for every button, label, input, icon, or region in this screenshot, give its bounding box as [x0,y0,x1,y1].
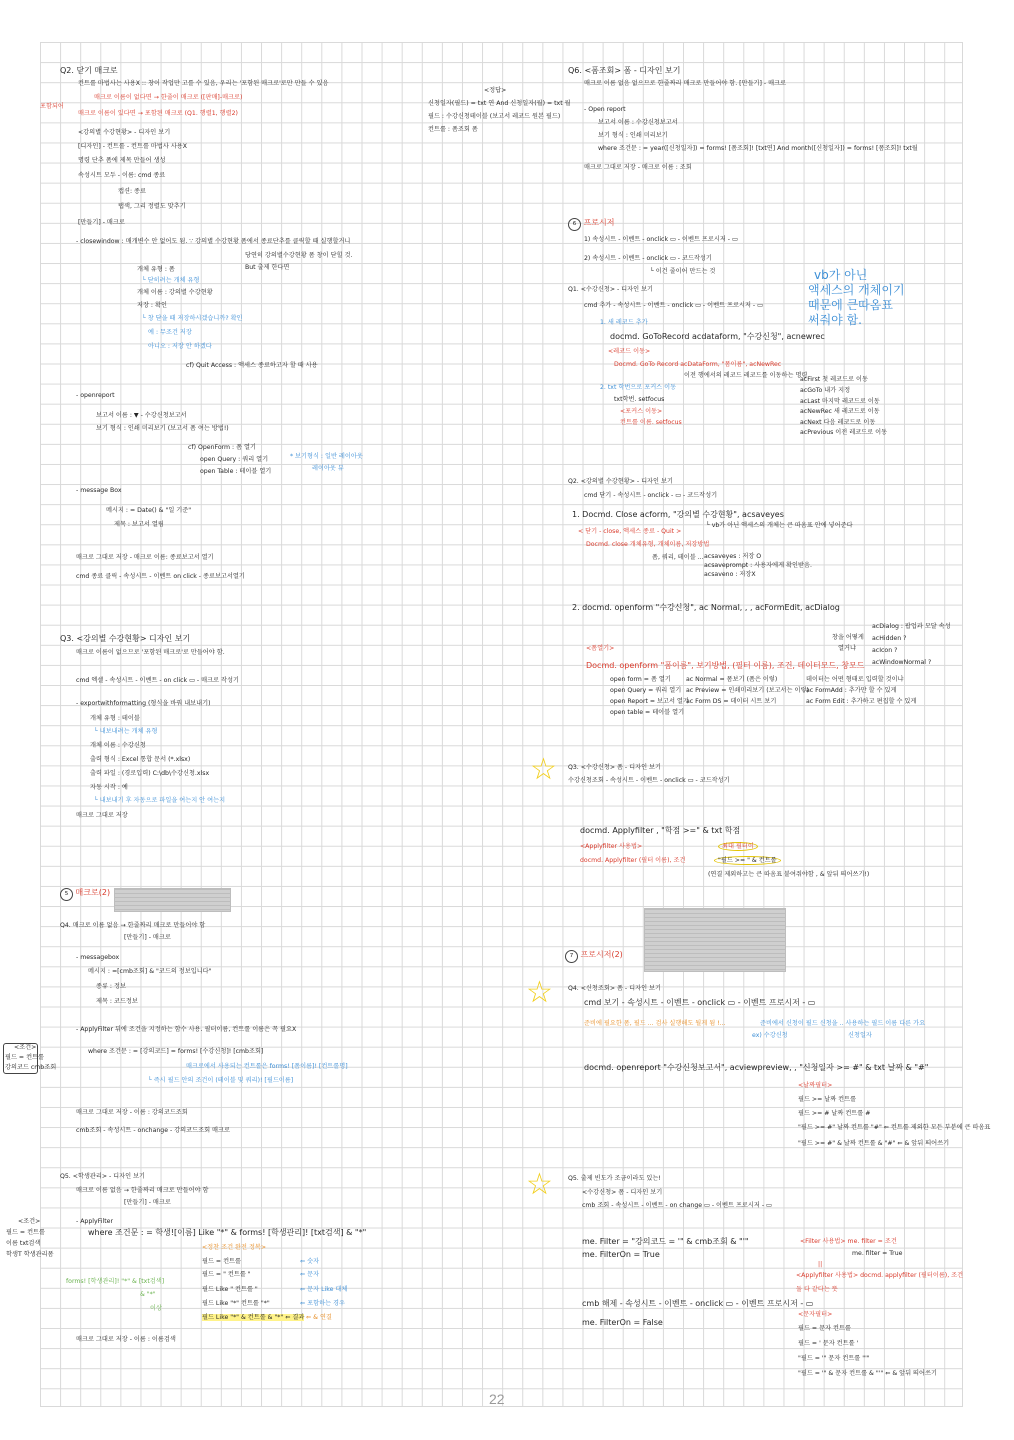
openreport-line: 보고서 이름 : ▼ - 수강신청보고서 [96,412,187,419]
q4-line: 제목 : 코드정보 [96,998,138,1005]
q4-applyfilter: - ApplyFilter 뒤에 조건을 지정하는 함수 사용. 필터이름, 컨트롤 이름은 꼭 필요X [76,1026,297,1033]
date-filter-title: <날짜필터> [798,1082,833,1089]
q5-rule: 필드 Like "*" & 컨트롤 & "*" ⇐ 결과 [202,1314,305,1321]
procedure-line: 1) 속성시트 - 이벤트 - onclick ▭ - 이벤트 프로시저 - ▭ [584,236,738,243]
middle-note-line: 필드 : 수강신청테이블 (보고서 레코드 원본 필드) [428,113,561,120]
section-number-badge: 5 [60,888,73,901]
side-condition-line: <조건> [14,1044,37,1051]
r-q6-line: - Open report [584,106,626,113]
r-q1-note: 1. 새 레코드 추가 [600,319,648,326]
cf-note: * 보기형식 : 일반 레이아웃 [290,453,363,460]
section-number-badge: 7 [565,950,578,963]
q2-line: [디자인] - 컨트롤 - 컨트롤 마법사 사용X [78,143,188,150]
r-q4-note: 준비에서 신청이 필드 신청을 .. 사용하는 필드 이름 다른 가요 [760,1020,926,1027]
r-q2-rule: Docmd. close 개체유형, 개체이름, 저장방법 [586,541,710,548]
r-q2-line: cmd 닫기 - 속성시트 - onclick - ▭ - 코드작성기 [584,492,718,499]
filter-usage: || [818,1261,823,1268]
r-q4-note: ex) 수강신청 [752,1032,788,1039]
closewindow-line: 개체 유형 : 폼 [137,266,175,273]
openform-data-item: ac FormAdd : 추가만 할 수 있게 [806,687,897,694]
r-q2-code: 2. docmd. openform "수강신청", ac Normal, , , acFormEdit, acDialog [572,603,840,612]
q2-save-line: 매크로 그대로 저장 - 매크로 이름: 종료보고서 열기 [76,554,214,561]
openform-view-item: ac Form DS = 데이터 시트 보기 [686,698,777,705]
messagebox-line: 메시지 : = Date() & "일 기준" [106,507,192,514]
closewindow-line: 당연히 강의별수강현황 폼 창이 닫힐 것. [245,252,353,259]
date-filter-rule: 필드 >= 날짜 컨트롤 [798,1096,857,1103]
r-q2-note: └ vb가 아닌 액세스의 개체는 큰 따옴표 안에 넣어준다 [706,522,853,529]
filter-usage: me. filter = True [852,1250,903,1257]
window-mode-option: acDialog : 팝업과 모달 속성 [872,623,951,630]
side-condition-line: 강의코드 cmb조회 [5,1064,57,1071]
q4-title: Q4. 매크로 이름 없음 → 한줄짜리 매크로 만들어야 함 [60,922,206,929]
q4-line: - messagebox [76,954,120,961]
q5-title: Q5. <학생관리> - 디자인 보기 [60,1173,146,1180]
q2-title: Q2. 닫기 매크로 [60,66,118,75]
pasted-screenshot-image [644,908,786,972]
q3-line: 매크로 그대로 저장 [76,812,128,819]
q2-line: 탭색, 그리 정렬도 맞추기 [118,203,186,210]
q2-line: 속성시트 모두 - 이름: cmd 종료 [78,172,166,179]
q5-rule-note: ⇐ 포함하는 경우 [300,1300,345,1307]
page-number: 22 [489,1391,505,1407]
r-q3-note: (연결 제외하고는 큰 따옴표 붙여줘야함 , & 앞뒤 띄어쓰기!) [708,871,870,878]
star-icon: ☆ [526,975,553,1010]
openform-item: open Report = 보고서 열기 [610,698,689,705]
blue-handwritten-note: 써줘야 함. [808,313,862,327]
section-6-heading [568,218,614,231]
r-q2-note: 폼, 쿼리, 테이블 ... [652,554,704,561]
procedure-line: 2) 속성시트 - 이벤트 - onclick ▭ - 코드작성기 [584,255,712,262]
r-q1-note: 이전 행에서의 레코드 레코드를 이동하는 명령 [684,372,808,379]
text-filter-rule: 필드 = 문자 컨트롤 [798,1325,851,1332]
q3-line: 매크로 이름이 없으므로 '포함된 매크로'로 만들어야 함. [76,649,225,656]
r-q6-line: 보고서 이름 : 수강신청보고서 [598,119,678,126]
q4-line: 종류 : 정보 [96,983,126,990]
r-q5-code: me. Filter = "강의코드 = '" & cmb조회 & "'" [582,1237,749,1246]
r-q5-title: Q5. 출제 빈도가 조금이라도 있는! [568,1175,661,1182]
q5-rule-note: ⇐ 숫자 [300,1258,320,1265]
r-q6-title: Q6. <폼조회> 폼 - 디자인 보기 [568,66,681,75]
q4-line: 매크로 그대로 저장 - 이름 : 강의코드조회 [76,1109,188,1116]
goto-option: acGoTo 내가 지정 [800,387,851,394]
r-q2-save-option: acsaveprompt : 사용자에게 확인받음. [704,562,812,569]
r-q4-line: cmd 보기 - 속성시트 - 이벤트 - onclick ▭ - 이벤트 프로시저 - ▭ [584,998,816,1007]
q5-rule-title: <정찬 조건 완전 정복> [202,1244,267,1251]
r-q1-rule: Docmd. GoTo Record acDataForm, "폼이름", acNewRec [614,361,782,368]
q2-line: <강의별 수강현황> - 디자인 보기 [78,129,171,136]
r-q3-circled: 최대 필터이 [718,843,758,851]
q5-rule-note: ⇐ & 연결 [306,1314,332,1321]
q3-line: 출력 파일 : (경로입력) C:\db\수강신청.xlsx [90,770,210,777]
openform-rule: Docmd. openform "폼이름", 보기방법, (필터 이름), 조건, 데이터모드, 창모드 [586,661,865,670]
r-q5-code: me. FilterOn = False [582,1318,663,1327]
q3-note: └ 내보내기 후 자동으로 파일을 여는지 안 여는지 [94,797,226,804]
r-q5-code: me. FilterOn = True [582,1250,660,1259]
goto-option: acNewRec 새 레코드로 이동 [800,408,880,415]
q4-note: 매크로에서 사용되는 컨트롤은 forms! [폼이름]! [컨트롤명] [186,1063,348,1070]
filter-usage: <Applyfilter 사용법> docmd. applyfilter (필터이름), 조건 [796,1272,964,1279]
r-q3-code: docmd. Applyfilter , "학점 >=" & txt 학점 [580,826,741,835]
goto-option: acPrevious 이전 레코드로 이동 [800,429,888,436]
middle-note-line: <정답> [484,87,507,94]
side-condition-line: 이름 txt검색 [6,1240,41,1247]
q4-line: 메시지 : =[cmb조회] & "코드의 정보입니다" [88,968,212,975]
q2-cmd-line: cmd 종료 클릭 - 속성시트 - 이벤트 on click - 종료보고서열기 [76,573,245,580]
side-condition-line: <조건> [18,1218,41,1225]
window-mode-note: 열거냐 [838,645,856,652]
goto-option: acLast 마지막 레코드로 이동 [800,398,880,405]
q5-green-note: forms! [학생관리]! "*" & [txt검색] [66,1278,165,1285]
cf-line: open Query : 쿼리 열기 [200,456,269,463]
r-q3-title: Q3. <수강신청> 폼 - 디자인 보기 [568,764,661,771]
q4-line: [만들기] - 매크로 [124,934,171,941]
cf-line: open Table : 테이블 열기 [200,468,272,475]
text-filter-title: <문자필터> [798,1311,833,1318]
r-q4-title: Q4. <신청조회> 폼 - 디자인 보기 [568,985,661,992]
r-q4-note: 신청일자 [848,1032,872,1039]
closewindow-line: But 출제 한다면 [245,264,290,271]
blue-handwritten-note: 액세스의 개체이기 [808,283,905,297]
q4-note: └ 즉시 필드 안의 조건이 (테이블 및 쿼리)! [필드이름] [148,1077,294,1084]
r-q1-code: docmd. GoToRecord acdataform, "수강신청", acnewrec [610,332,825,341]
star-icon: ☆ [526,1167,553,1202]
date-filter-rule: "필드 >= #" 날짜 컨트롤 "#" ⇐ 컨트롤 제외한 모든 부분에 큰 따옴표 [798,1124,991,1131]
closewindow-note: └ 창 닫을 때 저장하시겠습니까? 확인 [142,315,243,322]
r-q1-note: 2. txt 학번으로 포커스 이동 [600,384,677,391]
r-q2-save-option: acsaveyes : 저장 O [704,553,762,560]
q5-rule-note: ⇐ 문자 Like 대체 [300,1286,348,1293]
closewindow-note: └ 닫히려는 개체 유형 [142,277,200,284]
window-mode-option: acIcon ? [872,647,898,654]
q5-rule: 필드 Like " 컨트롤 " [202,1286,258,1293]
r-q1-line: cmd 추가 - 속성시트 - 이벤트 - onclick ▭ - 이벤트 프로시저 - ▭ [584,302,763,309]
openform-data-item: 데이터는 어떤 형태로 입력할 것이냐 [806,676,904,683]
q3-line: cmd 엑셀 - 속성시트 - 이벤트 - on click ▭ - 매크로 작성기 [76,677,239,684]
closewindow-line: 개체 이름 : 강의별 수강현황 [137,289,213,296]
r-q2-save-option: acsaveno : 저장X [704,571,756,578]
closewindow-line: - closewindow : 매개변수 안 없어도 됨. ∵ 강의별 수강현황 폼에서 종료단추를 클릭할 때 실행할거니 [76,238,351,245]
openform-item: open form = 폼 열기 [610,676,671,683]
q3-note: └ 내보내려는 개체 유형 [94,728,158,735]
goto-option: acFirst 첫 레코드로 이동 [800,376,868,383]
r-q2-title: Q2. <강의별 수강현황> - 디자인 보기 [568,478,673,485]
section-label: 프로시저 [583,218,615,227]
closewindow-note: 아니오 : 저장 안 하겠다 [148,343,212,350]
filter-usage-note: 둘 다 같다는 뜻 [796,1286,838,1293]
q4-line: where 조건문 : = [강의코드] = forms! [수강신청]! [cmb조회] [88,1048,264,1055]
text-filter-rule: "필드 = '" 문자 컨트롤 "'" [798,1355,870,1362]
openform-view-item: ac Normal = 폼보기 (폼은 이렇) [686,676,778,683]
openform-item: open Query = 쿼리 열기 [610,687,682,694]
q2-line: [만들기] - 매크로 [78,219,125,226]
r-q1-rule: 컨트롤 이름. setfocus [620,419,682,426]
section-label: 프로시저(2) [580,950,623,959]
q2-line: 매크로 이름이 있다면 → 포함된 매크로 (Q1. 행렬1, 행렬2) [78,110,238,117]
q3-line: - exportwithformatting (형식을 바꿔 내보내기) [76,700,211,707]
r-q4-note: 준비에 필요한 폼, 필드 ... 검사 실행해도 될게 됨 !... [584,1020,726,1027]
q3-line: 개체 유형 : 테이블 [90,715,140,722]
side-condition-line: 필드 = 컨트롤 [5,1054,45,1061]
goto-option: acNext 다음 레코드로 이동 [800,419,876,426]
closewindow-note: 예 : 무조건 저장 [148,329,192,336]
r-q1-rule-title: <레코드 이동> [608,348,651,355]
closewindow-line: 저장 : 확인 [137,302,167,309]
pasted-screenshot-image [114,888,231,912]
r-q5-code: cmb 해제 - 속성시트 - 이벤트 - onclick ▭ - 이벤트 프로시저 - ▭ [582,1299,814,1308]
filter-usage: <Filter 사용법> me. filter = 조건 [800,1238,897,1245]
q3-line: 출력 형식 : Excel 통합 문서 (*.xlsx) [90,756,191,763]
q5-green-note: 이상 [150,1305,162,1312]
quit-access-line: cf) Quit Access : 액세스 종료하고자 할 때 사용 [186,362,318,369]
r-q3-line: 수강신청조회 - 속성시트 - 이벤트 - onclick ▭ - 코드작성기 [568,777,730,784]
r-q1-code: txt학번. setfocus [614,396,665,403]
r-q6-line: where 조건문 : = year([신청일자]) = forms! [폼조회]! [txt연] And month([신청일자]) = forms! [폼조회]! txt월 [598,145,918,152]
r-q1-title: Q1. <수강신청> - 디자인 보기 [568,286,654,293]
side-condition-line: 학생T 학생관리폼 [6,1251,54,1258]
q3-line: 자동 시작 : 예 [90,784,128,791]
r-q6-line: 매크로 이름 없음 없으므로 한줄짜리 매크로 만들어야 함. [만들기] - 매크로 [584,80,787,87]
cf-line: cf) OpenForm : 폼 열기 [188,444,256,451]
q5-rule: 필드 = " 컨트롤 " [202,1271,251,1278]
q5-where-line: where 조건문 : = 학생![이름] Like "*" & forms! [학생관리]! [txt검색] & "*" [88,1228,367,1237]
r-q1-rule-title: <포커스 이동> [620,408,663,415]
q2-line: 캡션: 종료 [118,188,146,195]
section-5-heading [60,888,110,901]
q2-side-note: 포함되어 [40,103,64,110]
window-mode-option: acWindowNormal ? [872,659,932,666]
blue-handwritten-note: vb가 아닌 [814,268,868,282]
q5-rule: 필드 Like "*" 컨트롤 "*" [202,1300,270,1307]
r-q6-line: 매크로 그대로 저장 - 매크로 이름 : 조회 [584,164,692,171]
cf-note: 레이아웃 뷰 [312,465,344,472]
r-q4-code: docmd. openreport "수강신청보고서", acviewpreview, , "신청일자 >= #" & txt 날짜 & "#" [584,1063,929,1072]
openform-data-item: ac Form Edit : 추가하고 편집할 수 있게 [806,698,917,705]
r-q2-rule-title: < 닫기 - close, 액세스 종료 - Quit > [578,528,682,535]
openform-rule-title: <폼열기> [586,645,615,652]
q2-line: 매크로 이름이 없다면 → 한줄이 매크로 ([판매]-매크로) [94,94,243,101]
openreport-heading: - openreport [76,392,115,399]
section-number-badge: 6 [568,218,581,231]
q2-line: 명령 단추 폼에 제목 만들어 생성 [78,157,166,164]
r-q3-rule-title: <Applyfilter 사용법> [580,843,643,850]
openform-item: open table = 테이블 열기 [610,709,685,716]
section-label: 매크로(2) [75,888,111,897]
middle-note-line: 신청일자(필드) = txt 연 And 신청일자(월) = txt 월 [428,100,571,107]
r-q5-line: <수강신청> 폼 - 디자인 보기 [582,1189,663,1196]
q3-line: 개체 이름 : 수강신청 [90,742,146,749]
q5-line: [만들기] - 매크로 [124,1199,171,1206]
grid-notebook-page [40,42,963,1407]
r-q6-line: 보기 형식 : 인쇄 미리보기 [598,132,668,139]
q4-line: cmb조회 - 속성시트 - onchange - 강의코드조회 매크로 [76,1127,230,1134]
q3-title: Q3. <강의별 수강현황> 디자인 보기 [60,634,191,643]
q5-green-note: & "*" [140,1291,156,1298]
text-filter-rule: "필드 = '" & 문자 컨트롤 & "'" ⇐ & 앞뒤 띄어쓰기 [798,1370,937,1377]
q5-line: 매크로 이름 없음 → 한줄짜리 매크로 만들어야 함 [76,1187,209,1194]
date-filter-rule: "필드 >= #" & 날짜 컨트롤 & "#" ⇐ & 앞뒤 띄어쓰기 [798,1140,950,1147]
q5-rule-note: ⇐ 문자 [300,1271,320,1278]
star-icon: ☆ [530,752,557,787]
q2-line: 컨트롤 마법사는 사용X :: 창이 작업만 고를 수 있음, 우리는 '포함된 매크로'로만 만들 수 있음 [78,80,329,87]
q5-line: - ApplyFilter [76,1218,113,1225]
r-q5-line: cmb 조회 - 속성시트 - 이벤트 - on change ▭ - 이벤트 프로시저 - ▭ [582,1202,772,1209]
text-filter-rule: 필드 = ' 문자 컨트롤 ' [798,1340,859,1347]
blue-handwritten-note: 때문에 큰따옴표 [808,298,893,312]
side-condition-line: 필드 = 컨트롤 [6,1229,46,1236]
date-filter-rule: 필드 >= # 날짜 컨트롤 # [798,1110,871,1117]
r-q3-rule: docmd. Applyfilter (필터 이름), 조건 [580,857,686,864]
q5-line: 매크로 그대로 저장 - 이름 : 이름검색 [76,1336,176,1343]
r-q2-code: 1. Docmd. Close acform, "강의별 수강현황", acsaveyes [572,510,784,519]
middle-note-line: 컨트롤 : 폼조회 폼 [428,126,478,133]
r-q3-rule: "필드 >= " & 컨트롤 [714,857,781,865]
messagebox-line: 제목 : 보고서 열림 [114,521,164,528]
section-7-heading [565,950,623,963]
openreport-line: 보기 형식 : 인쇄 미리보기 (보고서 폼 여는 방법!) [96,425,229,432]
window-mode-note: 창을 어떻게 [832,634,864,641]
messagebox-heading: - message Box [76,487,122,494]
q5-rule: 필드 = 컨트롤 [202,1258,242,1265]
window-mode-option: acHidden ? [872,635,907,642]
openform-view-item: ac Preview = 인쇄미리보기 (보고서는 이렇) [686,687,809,694]
procedure-line: └ 이건 줄이어 만드는 것 [650,268,716,275]
